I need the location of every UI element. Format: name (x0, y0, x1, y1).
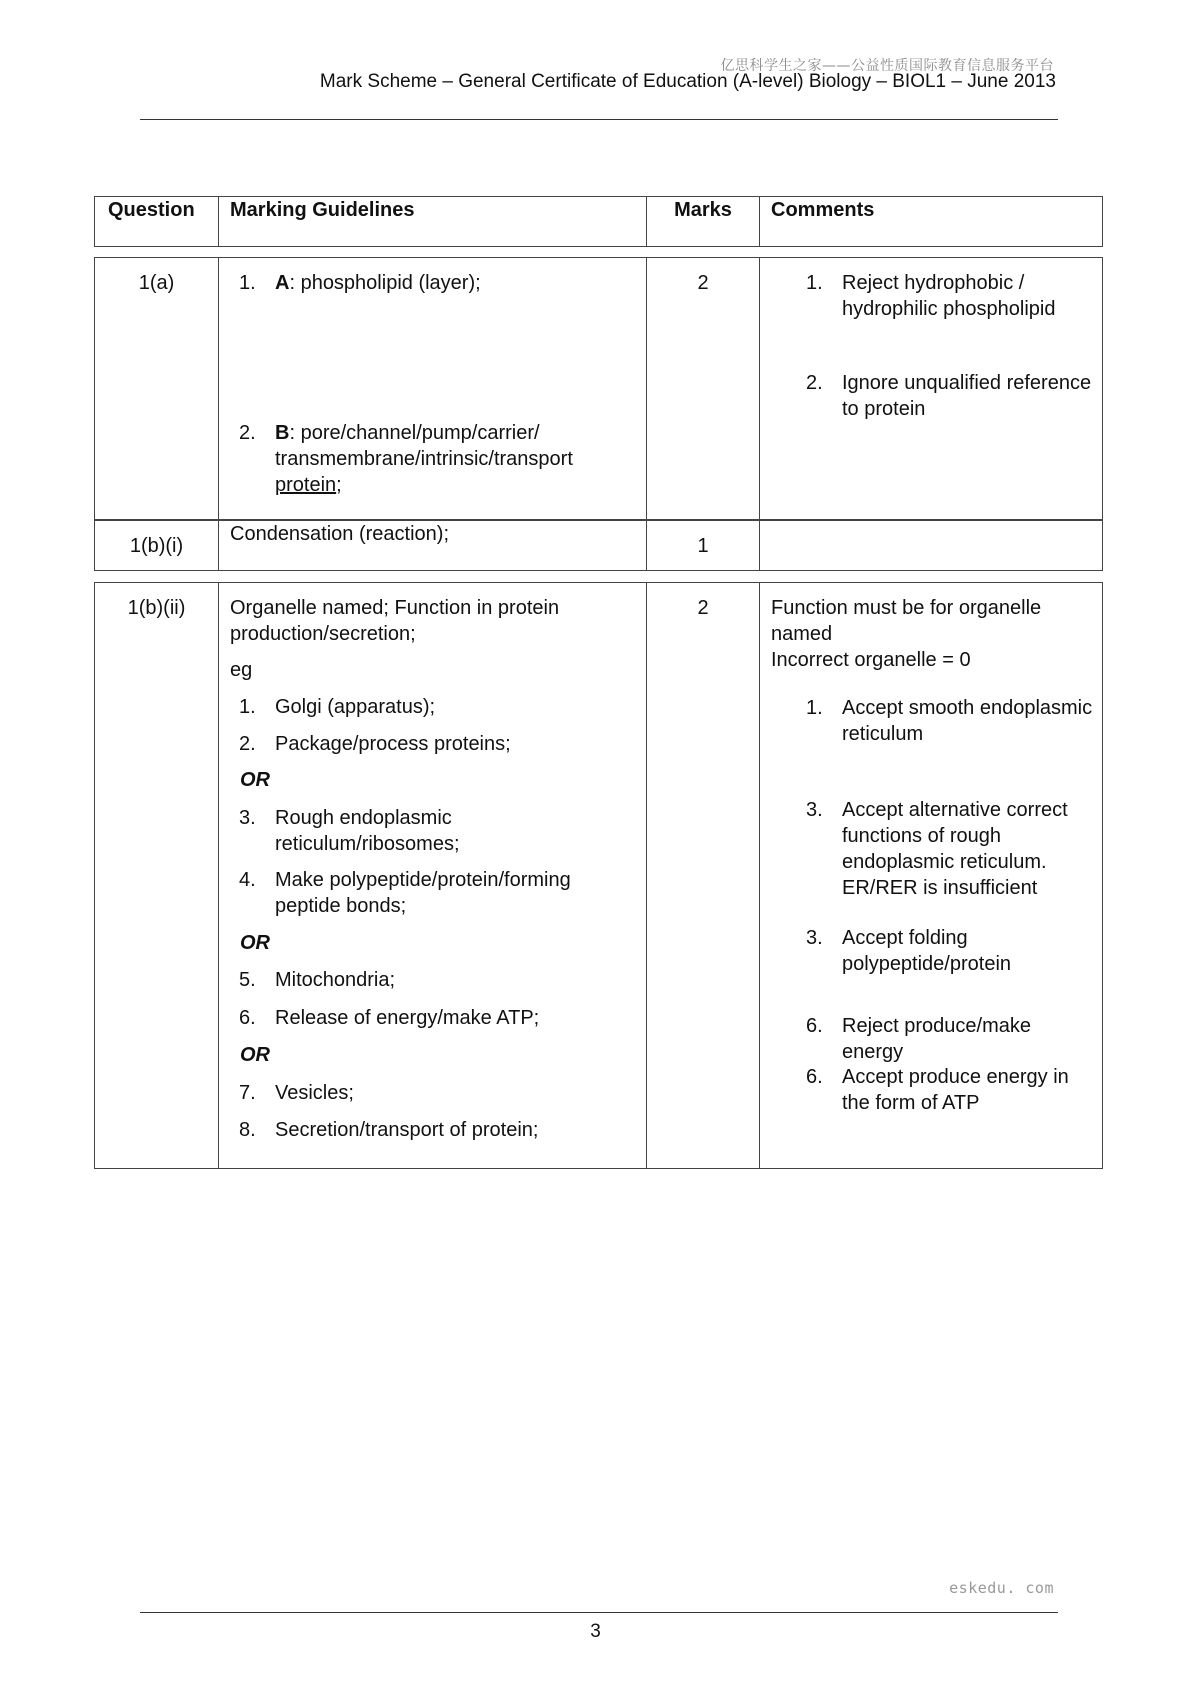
guidelines-cell: 1. A: phospholipid (layer); 2. B: pore/channel/pump/carrier/ transmembrane/intrinsic/transport protein; (219, 258, 647, 520)
column-header-guidelines: Marking Guidelines (219, 197, 647, 247)
comment-text: Ignore unqualified reference to protein (842, 372, 1092, 420)
guideline-intro: Organelle named; Function in protein production/secretion; (230, 597, 560, 645)
label-a: A (275, 272, 290, 294)
table-row-1bii (94, 582, 1103, 1169)
or-separator: OR (240, 932, 270, 954)
eg-label: eg (230, 659, 253, 681)
underlined-word: protein (275, 474, 337, 496)
or-separator: OR (240, 769, 270, 791)
header-watermark: 亿思科学生之家——公益性质国际教育信息服务平台 (720, 58, 1054, 74)
footer-watermark: eskedu. com (949, 1579, 1054, 1597)
table-row (95, 583, 1103, 1169)
marks-value: 2 (647, 258, 760, 520)
comment-text: Reject hydrophobic / hydrophilic phospholipid (842, 272, 1056, 320)
or-separator: OR (240, 1044, 270, 1066)
guideline-number: 2. (239, 422, 256, 444)
header-divider (140, 119, 1058, 120)
label-b: B (275, 422, 290, 444)
comments-cell (760, 521, 1103, 571)
comments-cell (760, 258, 1103, 520)
question-number: 1(b)(i) (95, 521, 219, 571)
marks-value: 2 (647, 583, 760, 1169)
guideline-text: Condensation (reaction); (219, 521, 647, 571)
footer-divider (140, 1612, 1058, 1613)
comment-number: 1. (806, 272, 823, 294)
comments-cell: Function must be for organelle named Incorrect organelle = 0 1. Accept smooth endoplasmic reticulum 3. Accept alternative correct functions of rough endoplasmic reticulum. ER/RER is insufficient 3. Accept folding polypeptide/protein 6. Reject produce/make energy 6. Accept produce energy in the form of ATP (760, 583, 1103, 1169)
page-number: 3 (590, 1621, 601, 1642)
comment-intro: Incorrect organelle = 0 (771, 649, 971, 671)
table-row-1bi (94, 520, 1103, 571)
guideline-number: 1. (239, 272, 256, 294)
comment-intro: Function must be for organelle named (771, 597, 1042, 645)
mark-scheme-header-table (94, 196, 1103, 247)
guidelines-cell: Organelle named; Function in protein production/secretion; eg 1. Golgi (apparatus); 2. Package/process proteins; OR 3. Rough endoplasmic reticulum/ribosomes; 4. Make polypeptide/protein/forming peptide bonds; OR 5. Mitochondria; 6. Release of energy/make ATP; OR 7. Vesicles; 8. Secretion/transport of protein; (219, 583, 647, 1169)
table-row-1a (94, 257, 1103, 520)
marks-value: 1 (647, 521, 760, 571)
document-title: Mark Scheme – General Certificate of Education (A-level) Biology – BIOL1 – June 2013 (319, 71, 1056, 92)
column-header-question: Question (95, 197, 219, 247)
guideline-text: : pore/channel/pump/carrier/ transmembrane/intrinsic/transport (275, 422, 573, 470)
question-number: 1(a) (95, 258, 219, 520)
question-number: 1(b)(ii) (95, 583, 219, 1169)
column-header-marks: Marks (647, 197, 760, 247)
column-header-comments: Comments (760, 197, 1103, 247)
table-row (95, 258, 1103, 520)
table-row (95, 521, 1103, 571)
header-row (95, 197, 1103, 247)
guideline-text: : phospholipid (layer); (289, 272, 481, 294)
comment-number: 2. (806, 372, 823, 394)
